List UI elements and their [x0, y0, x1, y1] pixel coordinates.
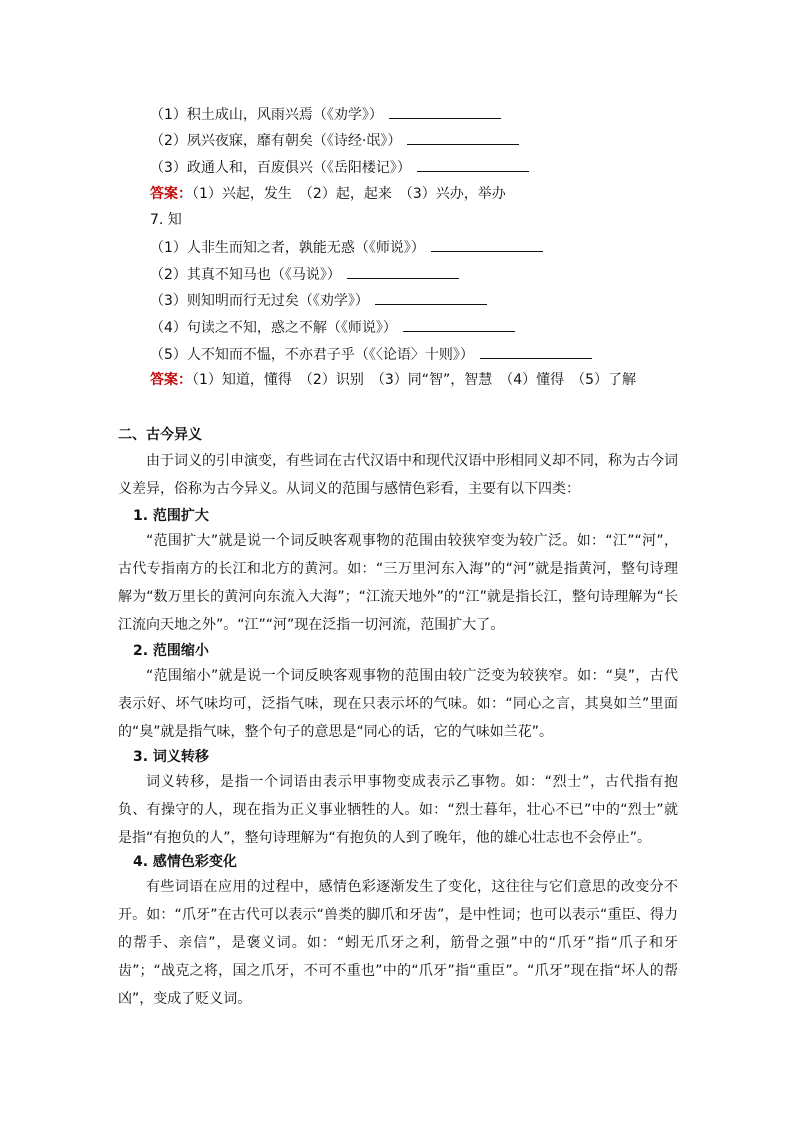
- answer-label: 答案：: [150, 186, 192, 202]
- subsection-title: 1. 范围扩大: [133, 508, 209, 524]
- answer-blank: [403, 317, 515, 332]
- answer-blank: [431, 237, 543, 252]
- subsection-title: 3. 词义转移: [133, 749, 209, 765]
- exercise-item: [150, 264, 459, 285]
- exercise-text: （2）其真不知马也（《马说》）: [150, 267, 341, 283]
- exercise-item: [150, 290, 487, 311]
- answer-text: （1）兴起，发生 （2）起，起来 （3）兴办，举办: [192, 186, 506, 202]
- exercise-text: （3）政通人和，百废俱兴（《岳阳楼记》）: [150, 160, 411, 176]
- subsection-paragraph: 有些词语在应用的过程中，感情色彩逐渐发生了变化，这往往与它们意思的改变分不开。如：“爪牙”在古代可以表示“兽类的脚爪和牙齿”，是中性词；也可以表示“重臣、得力的帮手、亲信”，是褒义词。如：“蚓无爪牙之利，筋骨之强”中的“爪牙”指“爪子和牙齿”；“战克之将，国之爪牙，不可不重也”中的“爪牙”指“重臣”。“爪牙”现在指“坏人的帮凶”，变成了贬义词。: [118, 879, 678, 1007]
- answer-blank: [407, 130, 519, 145]
- exercise-text: （1）积土成山，风雨兴焉（《劝学》）: [150, 107, 383, 123]
- exercise-text: （2）夙兴夜寐，靡有朝矣（《诗经·氓》）: [150, 133, 402, 149]
- subsection-title: 2. 范围缩小: [133, 643, 209, 659]
- answer-blank: [417, 157, 529, 172]
- exercise-item: [150, 104, 501, 125]
- exercise-text: （1）人非生而知之者，孰能无惑（《师说》）: [150, 240, 425, 256]
- subsection-title: 4. 感情色彩变化: [133, 854, 237, 870]
- exercise-item: [150, 237, 543, 258]
- subsection-paragraph: “范围缩小”就是说一个词反映客观事物的范围由较广泛变为较狭窄。如：“臭”，古代表示好、坏气味均可，泛指气味，现在只表示坏的气味。如：“同心之言，其臭如兰”里面的“臭”就是指气味，整个句子的意思是“同心的话，它的气味如兰花”。: [118, 668, 678, 740]
- exercise-text: （4）句读之不知，惑之不解（《师说》）: [150, 320, 397, 336]
- exercise-item: [150, 344, 592, 365]
- subsection-paragraph: 词义转移，是指一个词语由表示甲事物变成表示乙事物。如：“烈士”，古代指有抱负、有操守的人，现在指为正义事业牺牲的人。如：“烈士暮年，壮心不已”中的“烈士”就是指“有抱负的人”，整句诗理解为“有抱负的人到了晚年，他的雄心壮志也不会停止”。: [118, 774, 678, 846]
- exercise-item: [150, 317, 515, 338]
- answer-blank: [389, 104, 501, 119]
- answer-blank: [347, 264, 459, 279]
- answer-blank: [375, 290, 487, 305]
- section-title: 二、古今异义: [118, 427, 202, 443]
- exercise-text: （5）人不知而不愠，不亦君子乎（《〈论语〉十则》）: [150, 347, 474, 363]
- exercise-item: [150, 130, 519, 151]
- answer-line: [150, 184, 506, 204]
- answer-label: 答案：: [150, 372, 192, 388]
- exercise-text: （3）则知明而行无过矣（《劝学》）: [150, 293, 369, 309]
- answer-line: [150, 370, 636, 390]
- item-heading: 7. 知: [150, 212, 182, 228]
- answer-text: （1）知道，懂得 （2）识别 （3）同“智”，智慧 （4）懂得 （5）了解: [192, 372, 637, 388]
- answer-blank: [480, 344, 592, 359]
- exercise-item: [150, 157, 529, 178]
- intro-paragraph: 由于词义的引申演变，有些词在古代汉语中和现代汉语中形相同义却不同，称为古今词义差异，俗称为古今异义。从词义的范围与感情色彩看，主要有以下四类：: [118, 453, 678, 497]
- subsection-paragraph: “范围扩大”就是说一个词反映客观事物的范围由较狭窄变为较广泛。如：“江”“河”，古代专指南方的长江和北方的黄河。如：“三万里河东入海”的“河”就是指黄河，整句诗理解为“数万里长的黄河向东流入大海”；“江流天地外”的“江”就是指长江，整句诗理解为“长江流向天地之外”。“江”“河”现在泛指一切河流，范围扩大了。: [118, 533, 678, 633]
